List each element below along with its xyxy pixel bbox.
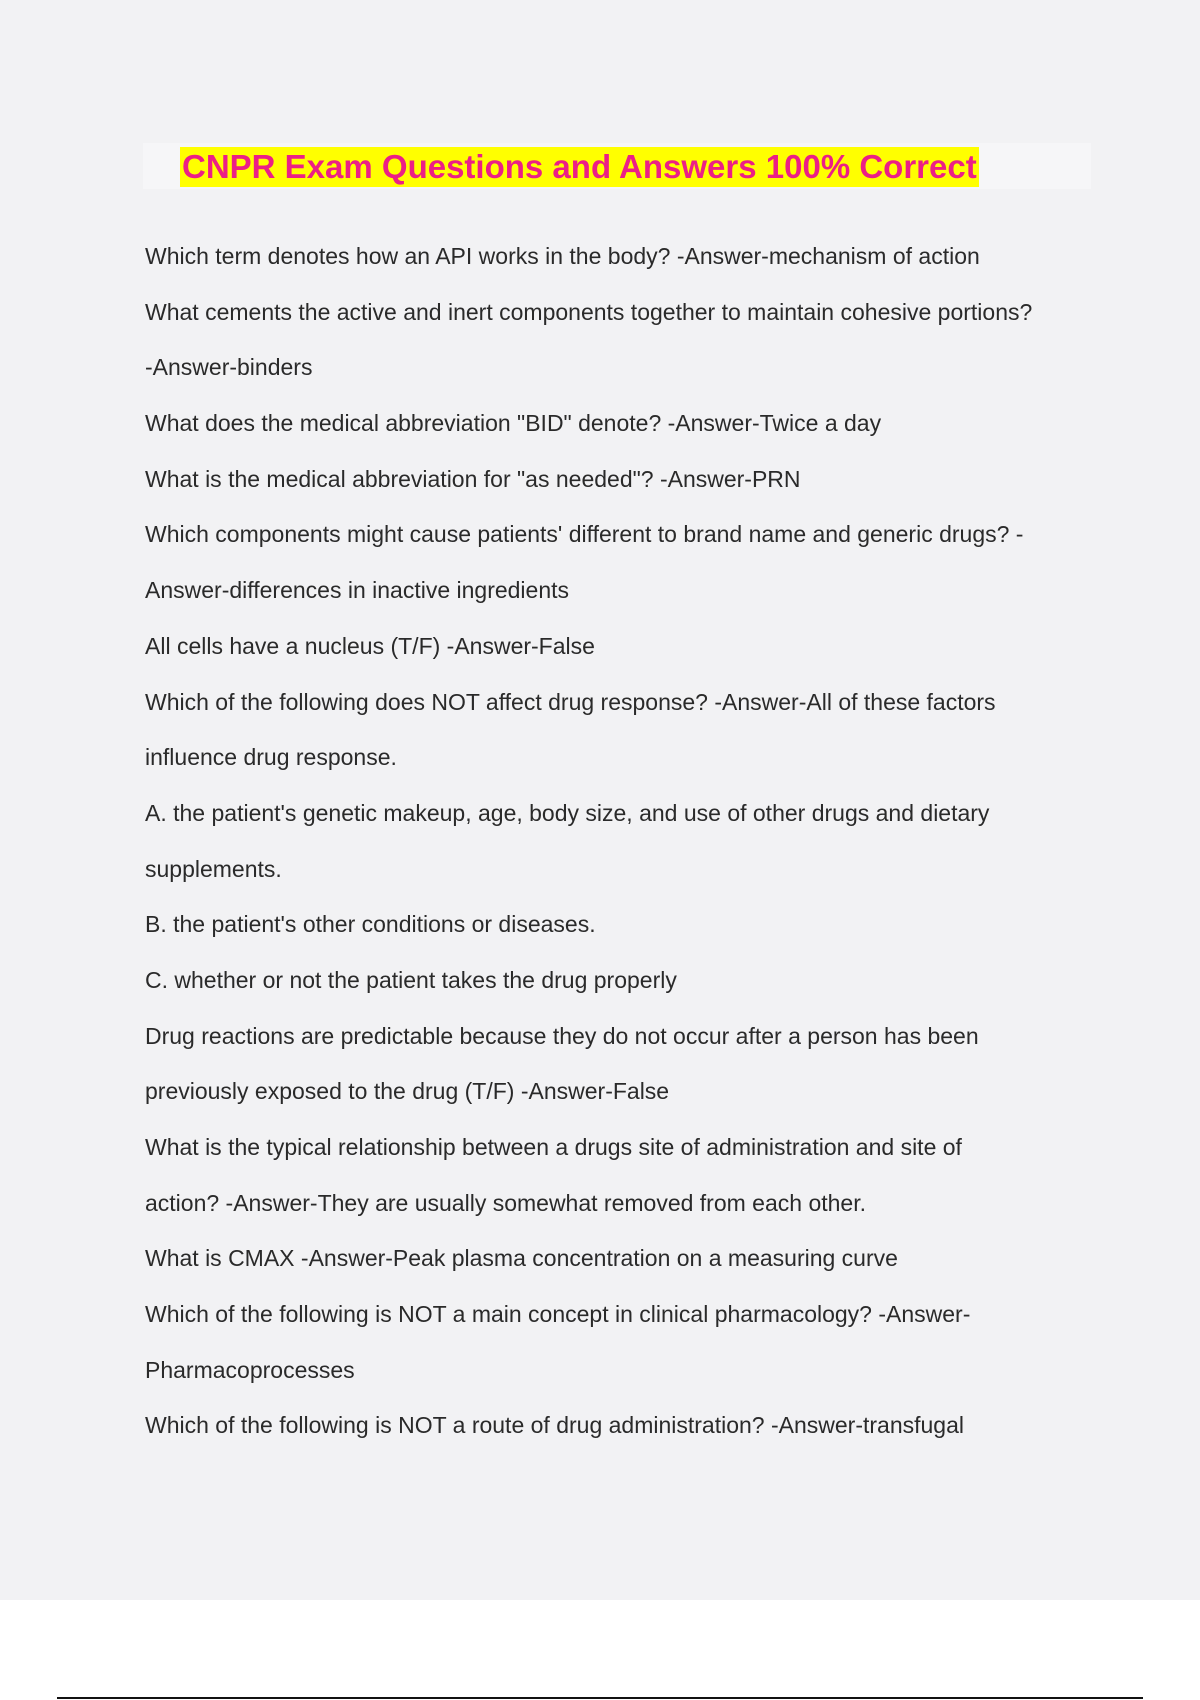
text-line: What does the medical abbreviation "BID" denote? -Answer-Twice a day: [145, 410, 882, 437]
text-line: previously exposed to the drug (T/F) -Answer-False: [145, 1078, 670, 1105]
text-line: What cements the active and inert components together to maintain cohesive portions?: [145, 298, 1033, 325]
text-line: Which of the following does NOT affect drug response? -Answer-All of these factors: [145, 688, 996, 715]
text-line: All cells have a nucleus (T/F) -Answer-False: [145, 632, 595, 659]
text-line: What is the medical abbreviation for "as needed"? -Answer-PRN: [145, 465, 801, 492]
text-line: C. whether or not the patient takes the drug properly: [145, 966, 677, 993]
text-line: B. the patient's other conditions or diseases.: [145, 911, 596, 938]
text-line: supplements.: [145, 855, 282, 882]
text-line: Which of the following is NOT a route of drug administration? -Answer-transfugal: [145, 1412, 965, 1439]
document-title: CNPR Exam Questions and Answers 100% Correct: [182, 148, 977, 185]
text-line: action? -Answer-They are usually somewhat removed from each other.: [145, 1189, 866, 1216]
text-line: Which components might cause patients' different to brand name and generic drugs? -: [145, 521, 1024, 548]
text-line: Which term denotes how an API works in the body? -Answer-mechanism of action: [145, 243, 980, 269]
text-line: Which of the following is NOT a main concept in clinical pharmacology? -Answer-: [145, 1301, 971, 1328]
text-line: -Answer-binders: [145, 354, 313, 381]
text-line: influence drug response.: [145, 744, 397, 771]
text-line: Pharmacoprocesses: [145, 1356, 355, 1383]
text-line: A. the patient's genetic makeup, age, body size, and use of other drugs and dietary: [145, 799, 990, 826]
text-line: What is CMAX -Answer-Peak plasma concentration on a measuring curve: [145, 1245, 898, 1272]
footer-divider: [57, 1697, 1143, 1699]
text-line: Answer-differences in inactive ingredients: [145, 577, 570, 604]
text-line: Drug reactions are predictable because they do not occur after a person has been: [145, 1022, 979, 1049]
qa-list: [145, 229, 1145, 1454]
text-line: What is the typical relationship between a drugs site of administration and site of: [145, 1134, 962, 1160]
